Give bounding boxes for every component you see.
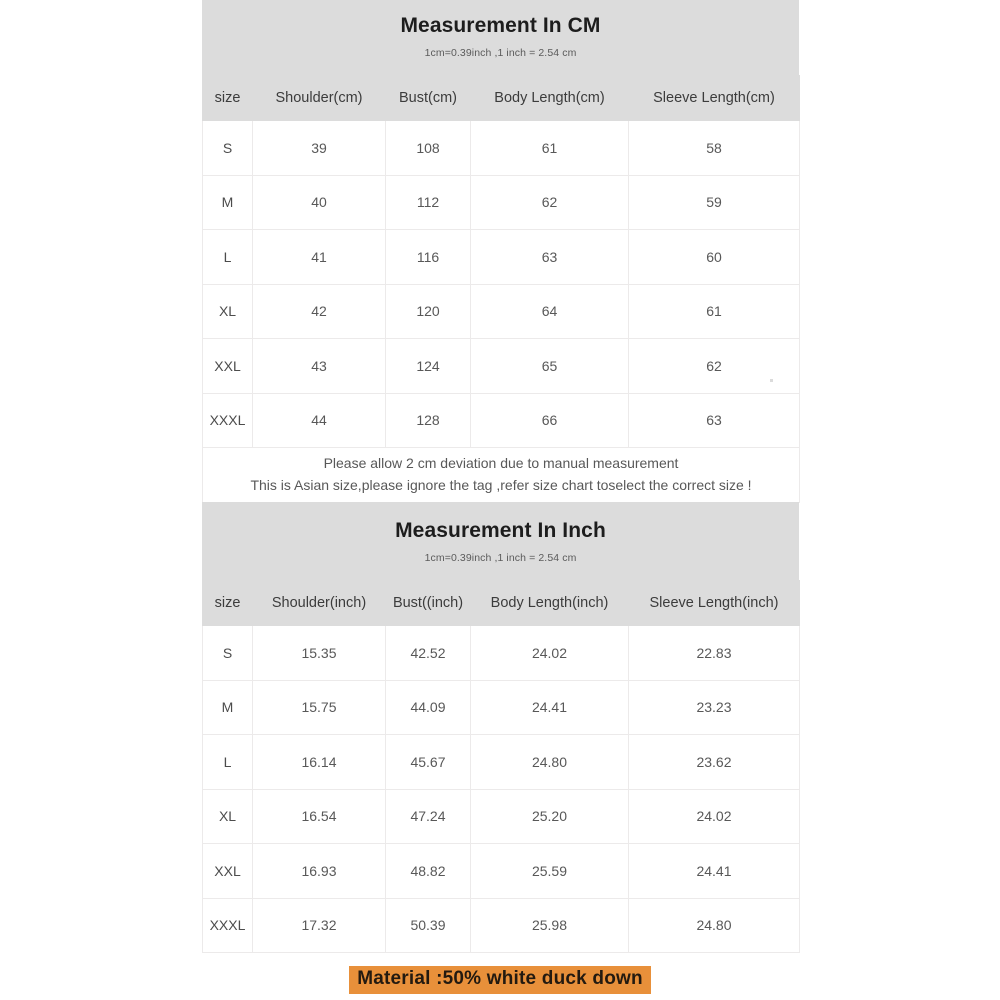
- measurement-note-row: [203, 448, 800, 503]
- cell-size: L: [203, 735, 253, 790]
- table-row: [203, 230, 800, 285]
- inch-col-size: size: [203, 581, 253, 626]
- cell-sleeve-length: 23.62: [629, 735, 800, 790]
- cell-bust: 47.24: [386, 789, 471, 844]
- cm-col-body-length: Body Length(cm): [471, 76, 629, 121]
- cell-shoulder: 43: [253, 339, 386, 394]
- cell-sleeve-length: 22.83: [629, 626, 800, 681]
- inch-col-sleeve-length: Sleeve Length(inch): [629, 581, 800, 626]
- table-row: [203, 626, 800, 681]
- inch-subtitle: 1cm=0.39inch ,1 inch = 2.54 cm: [424, 552, 577, 564]
- table-row: [203, 898, 800, 953]
- cell-size: S: [203, 121, 253, 176]
- cell-bust: 128: [386, 393, 471, 448]
- cell-size: XL: [203, 284, 253, 339]
- cell-bust: 116: [386, 230, 471, 285]
- cell-size: M: [203, 175, 253, 230]
- cell-size: XXL: [203, 844, 253, 899]
- material-label: Material :50% white duck down: [349, 966, 651, 994]
- cell-size: L: [203, 230, 253, 285]
- cm-title: Measurement In CM: [400, 14, 601, 37]
- cell-shoulder: 41: [253, 230, 386, 285]
- inch-title: Measurement In Inch: [395, 519, 606, 542]
- note-line-2: This is Asian size,please ignore the tag ,refer size chart toselect the correct size !: [250, 476, 752, 493]
- note-line-1: Please allow 2 cm deviation due to manual measurement: [323, 455, 679, 472]
- cell-body-length: 65: [471, 339, 629, 394]
- cell-bust: 112: [386, 175, 471, 230]
- cm-subtitle: 1cm=0.39inch ,1 inch = 2.54 cm: [424, 47, 577, 59]
- cell-sleeve-length: 60: [629, 230, 800, 285]
- cm-measurement-block: [202, 0, 799, 503]
- cell-shoulder: 42: [253, 284, 386, 339]
- cm-header-row: [203, 76, 800, 121]
- table-row: [203, 121, 800, 176]
- inch-banner: [202, 502, 799, 580]
- table-row: [203, 680, 800, 735]
- inch-col-shoulder: Shoulder(inch): [253, 581, 386, 626]
- cell-sleeve-length: 61: [629, 284, 800, 339]
- cell-shoulder: 17.32: [253, 898, 386, 953]
- cell-body-length: 24.41: [471, 680, 629, 735]
- cell-bust: 48.82: [386, 844, 471, 899]
- table-row: [203, 175, 800, 230]
- cell-sleeve-length: 63: [629, 393, 800, 448]
- cell-bust: 45.67: [386, 735, 471, 790]
- cell-body-length: 25.98: [471, 898, 629, 953]
- cell-body-length: 25.20: [471, 789, 629, 844]
- cell-shoulder: 40: [253, 175, 386, 230]
- table-row: [203, 284, 800, 339]
- cell-shoulder: 44: [253, 393, 386, 448]
- cell-body-length: 25.59: [471, 844, 629, 899]
- table-row: [203, 393, 800, 448]
- cell-sleeve-length: 62: [629, 339, 800, 394]
- cell-sleeve-length: 24.80: [629, 898, 800, 953]
- cell-shoulder: 39: [253, 121, 386, 176]
- cell-size: M: [203, 680, 253, 735]
- cell-size: XXXL: [203, 898, 253, 953]
- cm-col-shoulder: Shoulder(cm): [253, 76, 386, 121]
- cm-size-table: [202, 75, 800, 503]
- cell-sleeve-length: 24.02: [629, 789, 800, 844]
- cell-size: XXL: [203, 339, 253, 394]
- table-row: [203, 339, 800, 394]
- inch-col-bust: Bust((inch): [386, 581, 471, 626]
- scan-artifact: [770, 379, 773, 382]
- cell-body-length: 66: [471, 393, 629, 448]
- cell-body-length: 61: [471, 121, 629, 176]
- cell-sleeve-length: 24.41: [629, 844, 800, 899]
- cm-col-sleeve-length: Sleeve Length(cm): [629, 76, 800, 121]
- cell-body-length: 24.02: [471, 626, 629, 681]
- cell-shoulder: 15.75: [253, 680, 386, 735]
- material-banner: [0, 966, 1000, 994]
- cell-shoulder: 16.14: [253, 735, 386, 790]
- inch-size-table: [202, 580, 800, 953]
- cell-shoulder: 16.93: [253, 844, 386, 899]
- cm-col-bust: Bust(cm): [386, 76, 471, 121]
- cell-body-length: 64: [471, 284, 629, 339]
- table-row: [203, 844, 800, 899]
- cm-col-size: size: [203, 76, 253, 121]
- cell-sleeve-length: 58: [629, 121, 800, 176]
- table-row: [203, 735, 800, 790]
- cell-size: XL: [203, 789, 253, 844]
- inch-header-row: [203, 581, 800, 626]
- cell-bust: 44.09: [386, 680, 471, 735]
- measurement-note: [203, 448, 800, 503]
- cell-bust: 50.39: [386, 898, 471, 953]
- cell-size: S: [203, 626, 253, 681]
- cm-banner: [202, 0, 799, 75]
- table-row: [203, 789, 800, 844]
- cell-bust: 124: [386, 339, 471, 394]
- cell-size: XXXL: [203, 393, 253, 448]
- cell-body-length: 24.80: [471, 735, 629, 790]
- cell-sleeve-length: 23.23: [629, 680, 800, 735]
- cell-sleeve-length: 59: [629, 175, 800, 230]
- cell-body-length: 63: [471, 230, 629, 285]
- cell-shoulder: 16.54: [253, 789, 386, 844]
- cell-body-length: 62: [471, 175, 629, 230]
- inch-col-body-length: Body Length(inch): [471, 581, 629, 626]
- cell-bust: 42.52: [386, 626, 471, 681]
- cell-shoulder: 15.35: [253, 626, 386, 681]
- cell-bust: 120: [386, 284, 471, 339]
- cell-bust: 108: [386, 121, 471, 176]
- inch-measurement-block: [202, 502, 799, 953]
